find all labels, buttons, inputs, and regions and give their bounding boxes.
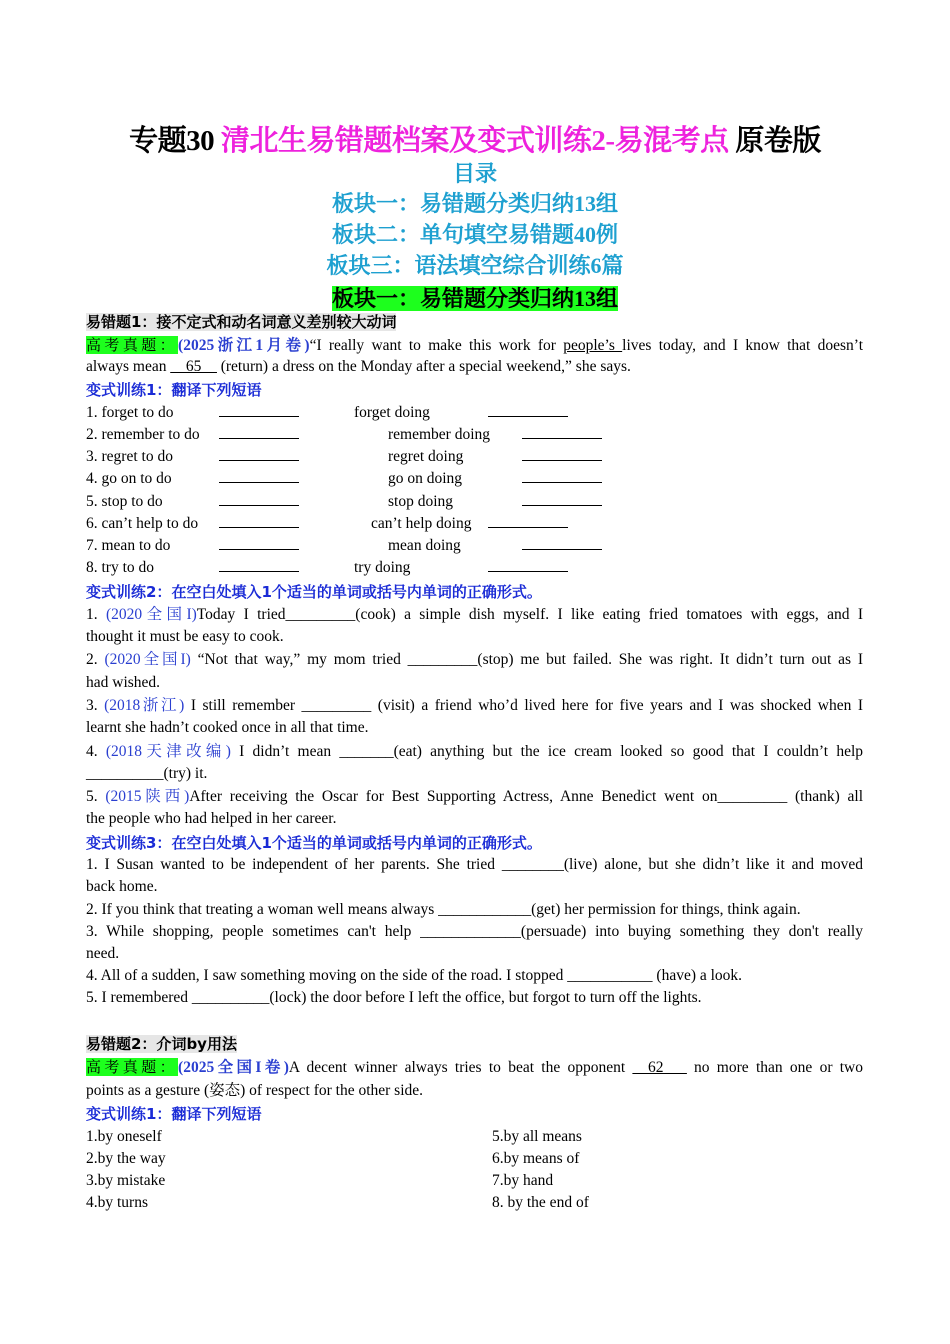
err1-heading bbox=[86, 311, 396, 334]
phrase-right: forget doing bbox=[354, 404, 430, 421]
gaokao-source: (2025全国I卷) bbox=[178, 1059, 289, 1076]
ex2-item-3-line2: learnt she hadn’t cooked once in all that time. bbox=[86, 719, 369, 736]
page-title bbox=[0, 118, 950, 159]
gaokao-text: lives today, and I know that doesn’t bbox=[622, 337, 863, 354]
item-text: After receiving the Oscar for Best Supporting Actress, Anne Benedict went on_________ (thank) all bbox=[189, 788, 863, 805]
toc-item-3[interactable]: 板块三：语法填空综合训练6篇 bbox=[326, 253, 624, 278]
phrase-left: 4. go on to do bbox=[86, 470, 172, 487]
title-suffix: 原卷版 bbox=[728, 125, 821, 157]
err2-heading bbox=[86, 1033, 237, 1056]
phrase-left: 7. mean to do bbox=[86, 537, 171, 554]
phrase-right: mean doing bbox=[388, 537, 461, 554]
item-number: 5. bbox=[86, 788, 106, 805]
phrase-left: 4.by turns bbox=[86, 1194, 148, 1211]
toc-item-1[interactable]: 板块一：易错题分类归纳13组 bbox=[331, 191, 618, 216]
answer-blank[interactable] bbox=[219, 424, 299, 446]
item-text: I still remember _________ (visit) a friend who’d lived here for five years and I was shocked when I bbox=[184, 697, 863, 714]
answer-blank[interactable] bbox=[219, 446, 299, 468]
err1-ex2-heading: 变式训练2：在空白处填入1个适当的单词或括号内单词的正确形式。 bbox=[86, 583, 542, 601]
ex3-item-3-line2: need. bbox=[86, 945, 120, 962]
err1-gaokao-line1 bbox=[86, 334, 863, 357]
phrase-left: 8. try to do bbox=[86, 559, 155, 576]
phrase-right: remember doing bbox=[388, 426, 491, 443]
phrase-right: 6.by means of bbox=[492, 1150, 580, 1167]
item-number: 4. bbox=[86, 743, 106, 760]
ex2-item-2-line1 bbox=[86, 649, 863, 671]
phrase-right: stop doing bbox=[388, 493, 454, 510]
answer-blank[interactable] bbox=[488, 513, 568, 535]
phrase-right: 7.by hand bbox=[492, 1172, 554, 1189]
phrase-right: try doing bbox=[354, 559, 411, 576]
section1-heading bbox=[0, 282, 950, 313]
answer-blank[interactable] bbox=[219, 535, 299, 557]
phrase-left: 1. forget to do bbox=[86, 404, 174, 421]
ex3-item-2-line1: 2. If you think that treating a woman well means always ____________(get) her permission for things, think again. bbox=[86, 901, 801, 918]
item-text: Today I tried_________(cook) a simple dish myself. I like eating fried tomatoes with eggs, and I bbox=[196, 606, 863, 623]
item-number: 2. bbox=[86, 651, 105, 668]
phrase-right: regret doing bbox=[388, 448, 464, 465]
answer-blank[interactable] bbox=[219, 513, 299, 535]
ex3-item-5-line1: 5. I remembered __________(lock) the door before I left the office, but forgot to turn off the lights. bbox=[86, 989, 702, 1006]
ex2-item-5-line2: the people who had helped in her career. bbox=[86, 810, 337, 827]
err1-ex3-heading: 变式训练3：在空白处填入1个适当的单词或括号内单词的正确形式。 bbox=[86, 834, 542, 852]
ex2-item-4-line1 bbox=[86, 741, 863, 763]
phrase-left: 2. remember to do bbox=[86, 426, 200, 443]
item-source: (2018天津改编) bbox=[105, 743, 231, 760]
gaokao-text: no more than one or two bbox=[686, 1059, 864, 1076]
toc-heading: 目录 bbox=[452, 161, 497, 186]
ex2-item-2-line2: had wished. bbox=[86, 674, 161, 691]
gaokao-blank[interactable]: __65__ bbox=[170, 358, 217, 375]
gaokao-underlined: people’s bbox=[563, 337, 623, 354]
ex2-item-3-line1 bbox=[86, 695, 863, 717]
answer-blank[interactable] bbox=[522, 535, 602, 557]
gaokao-text: A decent winner always tries to beat the opponent bbox=[288, 1059, 633, 1076]
err2-gaokao-line2: points as a gesture (姿态) of respect for the other side. bbox=[86, 1082, 424, 1099]
err1-heading-text: 易错题1：接不定式和动名词意义差别较大动词 bbox=[86, 313, 397, 331]
phrase-left: 1.by oneself bbox=[86, 1128, 162, 1145]
ex3-item-3-line1: 3. While shopping, people sometimes can't help _____________(persuade) into buying something they don't really bbox=[86, 923, 863, 940]
ex3-item-1-line2: back home. bbox=[86, 878, 158, 895]
answer-blank[interactable] bbox=[522, 424, 602, 446]
phrase-left: 6. can’t help to do bbox=[86, 515, 199, 532]
answer-blank[interactable] bbox=[219, 557, 299, 579]
item-text: I didn’t mean _______(eat) anything but the ice cream looked so good that I couldn’t help bbox=[230, 743, 864, 760]
err2-ex1-heading: 变式训练1：翻译下列短语 bbox=[86, 1105, 262, 1123]
err2-gaokao-line1 bbox=[86, 1056, 863, 1079]
title-prefix: 专题30 bbox=[129, 125, 221, 157]
phrase-right: 8. by the end of bbox=[492, 1194, 589, 1211]
ex3-item-4-line1: 4. All of a sudden, I saw something moving on the side of the road. I stopped ___________ (have) a look. bbox=[86, 967, 743, 984]
phrase-right: can’t help doing bbox=[371, 515, 472, 532]
err2-heading-text: 易错题2：介词by用法 bbox=[86, 1035, 237, 1053]
item-source: (2020全国I) bbox=[105, 606, 197, 623]
err1-ex1-heading: 变式训练1：翻译下列短语 bbox=[86, 381, 262, 399]
title-highlight: 清北生易错题档案及变式训练2-易混考点 bbox=[220, 125, 729, 157]
ex2-item-1-line1 bbox=[86, 604, 863, 626]
gaokao-text: (return) a dress on the Monday after a special weekend,” she says. bbox=[216, 358, 631, 375]
answer-blank[interactable] bbox=[488, 557, 568, 579]
answer-blank[interactable] bbox=[219, 468, 299, 490]
phrase-left: 2.by the way bbox=[86, 1150, 166, 1167]
item-number: 3. bbox=[86, 697, 105, 714]
toc-item-2[interactable]: 板块二：单句填空易错题40例 bbox=[331, 222, 618, 247]
gaokao-blank[interactable]: __62___ bbox=[632, 1059, 687, 1076]
phrase-left: 3. regret to do bbox=[86, 448, 173, 465]
item-source: (2020全国I) bbox=[104, 651, 191, 668]
phrase-left: 5. stop to do bbox=[86, 493, 163, 510]
ex2-item-4-line2: __________(try) it. bbox=[86, 765, 208, 782]
answer-blank[interactable] bbox=[488, 402, 568, 424]
gaokao-label: 高考真题： bbox=[86, 1058, 179, 1076]
item-number: 1. bbox=[86, 606, 106, 623]
ex2-item-1-line2: thought it must be easy to cook. bbox=[86, 628, 284, 645]
phrase-right: 5.by all means bbox=[492, 1128, 582, 1145]
gaokao-text: “I really want to make this work for bbox=[309, 337, 564, 354]
answer-blank[interactable] bbox=[522, 491, 602, 513]
answer-blank[interactable] bbox=[219, 491, 299, 513]
answer-blank[interactable] bbox=[522, 468, 602, 490]
phrase-left: 3.by mistake bbox=[86, 1172, 166, 1189]
gaokao-label: 高考真题： bbox=[86, 336, 179, 354]
phrase-right: go on doing bbox=[388, 470, 463, 487]
item-source: (2018浙江) bbox=[104, 697, 185, 714]
section1-heading-text: 板块一：易错题分类归纳13组 bbox=[331, 286, 618, 311]
ex3-item-1-line1: 1. I Susan wanted to be independent of her parents. She tried ________(live) alone, but she didn’t like it and moved bbox=[86, 856, 863, 873]
item-text: “Not that way,” my mom tried _________(stop) me but failed. She was right. It didn’t turn out as I bbox=[190, 651, 863, 668]
item-source: (2015陕西) bbox=[105, 788, 190, 805]
gaokao-text: always mean bbox=[86, 358, 171, 375]
ex2-item-5-line1 bbox=[86, 786, 863, 808]
answer-blank[interactable] bbox=[219, 402, 299, 424]
gaokao-source: (2025浙江1月卷) bbox=[178, 337, 310, 354]
answer-blank[interactable] bbox=[522, 446, 602, 468]
err1-gaokao-line2 bbox=[86, 356, 631, 378]
